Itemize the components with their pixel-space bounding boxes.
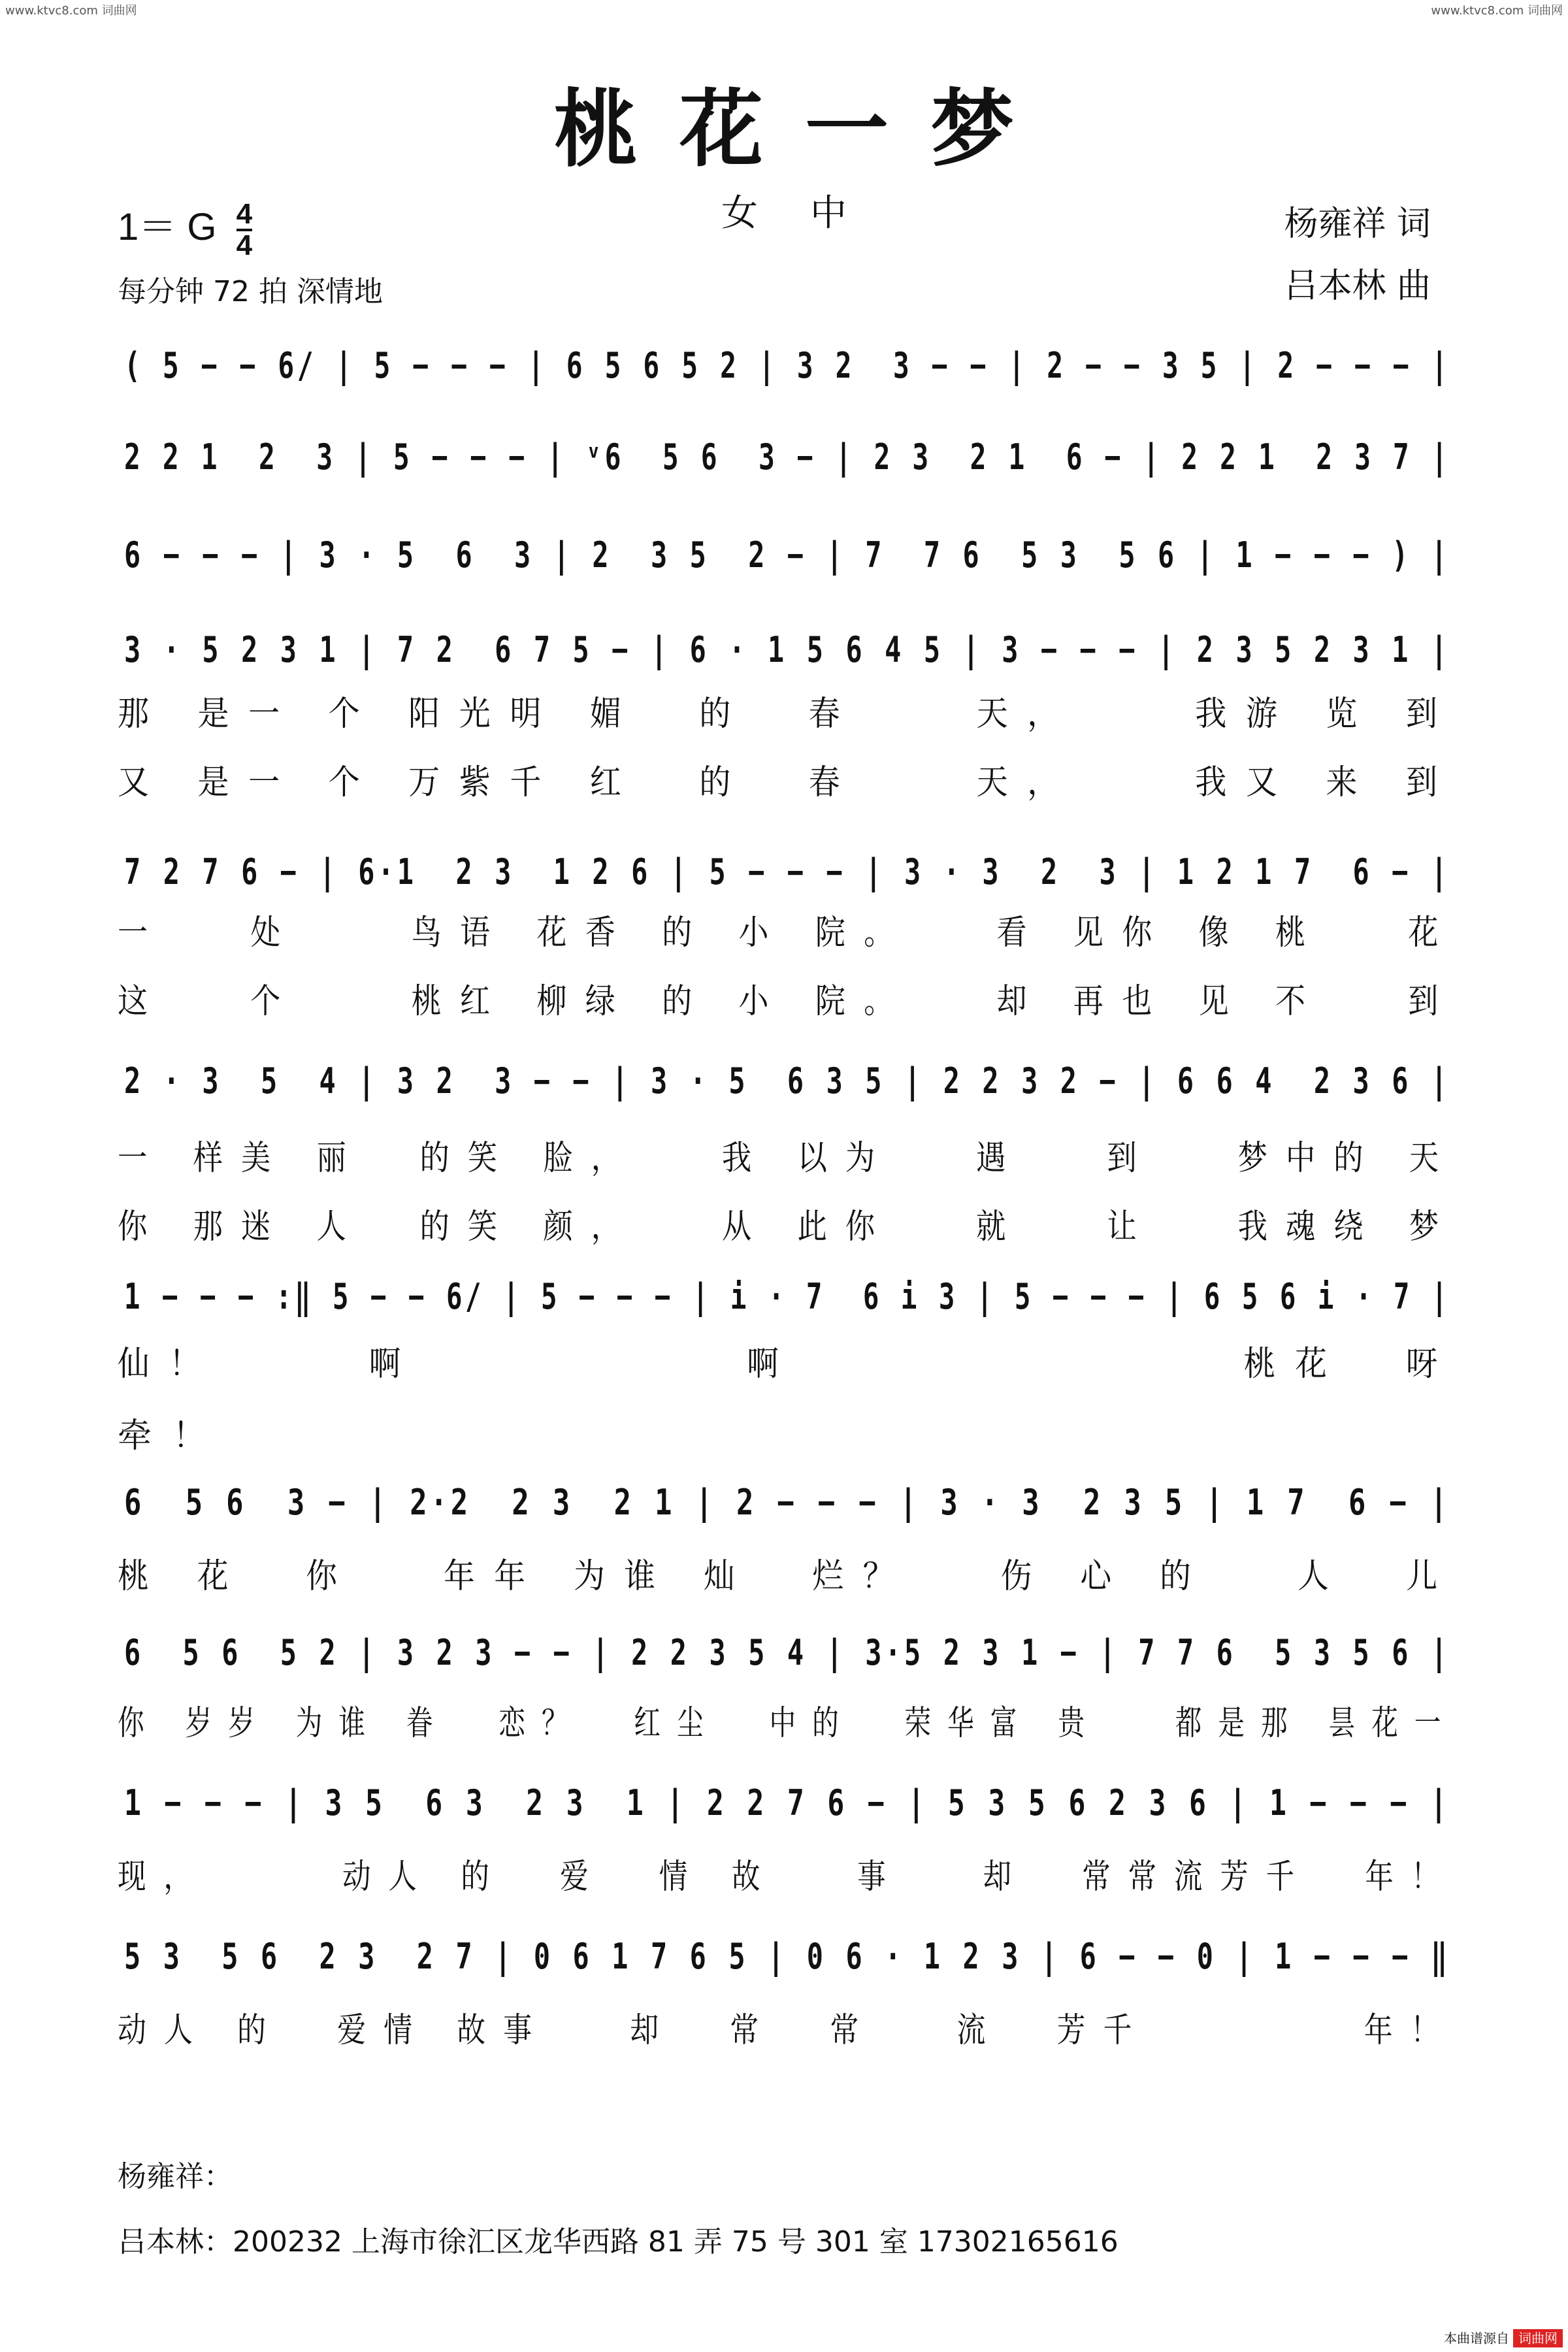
lyric-verse-1: 一 样美 丽 的笑 脸， 我 以为 遇 到 梦中的 天 <box>118 1139 1458 1178</box>
key-signature <box>118 196 252 260</box>
time-sig-bottom: 4 <box>236 229 253 261</box>
lyric-line: 桃 花 你 年年 为谁 灿 烂？ 伤 心 的 人 儿 <box>118 1557 1457 1596</box>
time-signature <box>236 197 253 261</box>
watermark-left: www.ktvc8.com 词曲网 <box>5 4 137 18</box>
staff-line-11 <box>118 1918 1450 1996</box>
notation-line: 2 · 3 5 4 | 3 2 3 − − | 3 · 5 6 3 5 | 2 2 3 2 − | 6 6 4 2 3 6 | <box>124 1060 1450 1102</box>
staff-line-4 <box>118 611 1450 689</box>
footer-composer-address: 吕本林：200232 上海市徐汇区龙华西路 81 弄 75 号 301 室 17302165616 <box>118 2225 1119 2259</box>
voice-type: 女中 <box>721 192 899 235</box>
lyric-line: 动人 的 爱情 故事 却 常 常 流 芳千 年！ <box>118 2011 1457 2050</box>
notation-line: 5 3 5 6 2 3 2 7 | 0 6 1 7 6 5 | 0 6 · 1 2 3 | 6 − − 0 | 1 − − − ‖ <box>124 1936 1450 1977</box>
key-text: 1＝ G <box>118 206 217 248</box>
staff-line-10 <box>118 1764 1450 1842</box>
watermark-bottom-right <box>1513 2328 1563 2347</box>
notation-line: 3 · 5 2 3 1 | 7 2 6 7 5 − | 6 · 1 5 6 4 5 | 3 − − − | 2 3 5 2 3 1 | <box>124 629 1450 670</box>
lyric-verse-2: 牵！ <box>118 1416 228 1456</box>
notation-line: 2 2 1 2 3 | 5 − − − | ᵛ6 5 6 3 − | 2 3 2 1 6 − | 2 2 1 2 3 7 | <box>124 436 1451 478</box>
lyric-line: 现， 动人 的 爱 情 故 事 却 常常流芳千 年！ <box>118 1857 1458 1897</box>
footer-lyricist-address: 杨雍祥： <box>118 2160 233 2193</box>
staff-line-9 <box>118 1614 1450 1692</box>
lyric-verse-2: 又 是一 个 万紫千 红 的 春 天， 我又 来 到 <box>118 763 1457 802</box>
lyricist-credit: 杨雍祥 词 <box>1284 204 1431 244</box>
notation-line: ( 5 − − 6/ | 5 − − − | 6 5 6 5 2 | 3 2 3 − − | 2 − − 3 5 | 2 − − − | <box>124 345 1451 386</box>
notation-line: 6 5 6 5 2 | 3 2 3 − − | 2 2 3 5 4 | 3·5 2 3 1 − | 7 7 6 5 3 5 6 | <box>124 1632 1450 1673</box>
staff-line-1 <box>118 327 1451 405</box>
watermark-badge: 词曲网 <box>1513 2329 1563 2347</box>
lyric-verse-2: 你 那迷 人 的笑 颜， 从 此你 就 让 我魂绕 梦 <box>118 1207 1458 1247</box>
staff-line-6 <box>118 1042 1450 1120</box>
song-title: 桃花一梦 <box>553 81 1056 178</box>
composer-credit: 吕本林 曲 <box>1284 267 1431 306</box>
notation-line: 7 2 7 6 − | 6·1 2 3 1 2 6 | 5 − − − | 3 · 3 2 3 | 1 2 1 7 6 − | <box>124 851 1450 892</box>
notation-line: 1 − − − | 3 5 6 3 2 3 1 | 2 2 7 6 − | 5 3 5 6 2 3 6 | 1 − − − | <box>124 1782 1450 1823</box>
watermark-bottom-left: 本曲谱源自 <box>1444 2330 1509 2346</box>
watermark-right: www.ktvc8.com 词曲网 <box>1431 4 1563 18</box>
lyric-verse-1: 一 处 鸟语 花香 的 小 院。 看 见你 像 桃 花 <box>118 913 1457 953</box>
staff-line-2 <box>118 418 1451 497</box>
lyric-verse-1: 仙！ 啊 啊 桃花 呀 <box>118 1345 1458 1384</box>
staff-line-3 <box>118 516 1450 595</box>
notation-line: 6 5 6 3 − | 2·2 2 3 2 1 | 2 − − − | 3 · 3 2 3 5 | 1 7 6 − | <box>124 1482 1451 1523</box>
staff-line-7 <box>118 1258 1450 1336</box>
lyric-line: 你 岁岁 为谁 眷 恋？ 红尘 中的 荣华富 贵 都是那 昙花一 <box>118 1704 1458 1743</box>
tempo-marking: 每分钟 72 拍 深情地 <box>118 275 383 308</box>
notation-line: 1 − − − :‖ 5 − − 6/ | 5 − − − | i · 7 6 i 3 | 5 − − − | 6 5 6 i · 7 | <box>124 1276 1450 1317</box>
lyric-verse-1: 那 是一 个 阳光明 媚 的 春 天， 我游 览 到 <box>118 694 1457 734</box>
staff-line-8 <box>118 1463 1451 1542</box>
lyric-verse-2: 这 个 桃红 柳绿 的 小 院。 却 再也 见 不 到 <box>118 982 1457 1021</box>
staff-line-5 <box>118 833 1450 911</box>
notation-line: 6 − − − | 3 · 5 6 3 | 2 3 5 2 − | 7 7 6 5 3 5 6 | 1 − − − ) | <box>124 534 1450 576</box>
time-sig-top: 4 <box>236 197 253 230</box>
